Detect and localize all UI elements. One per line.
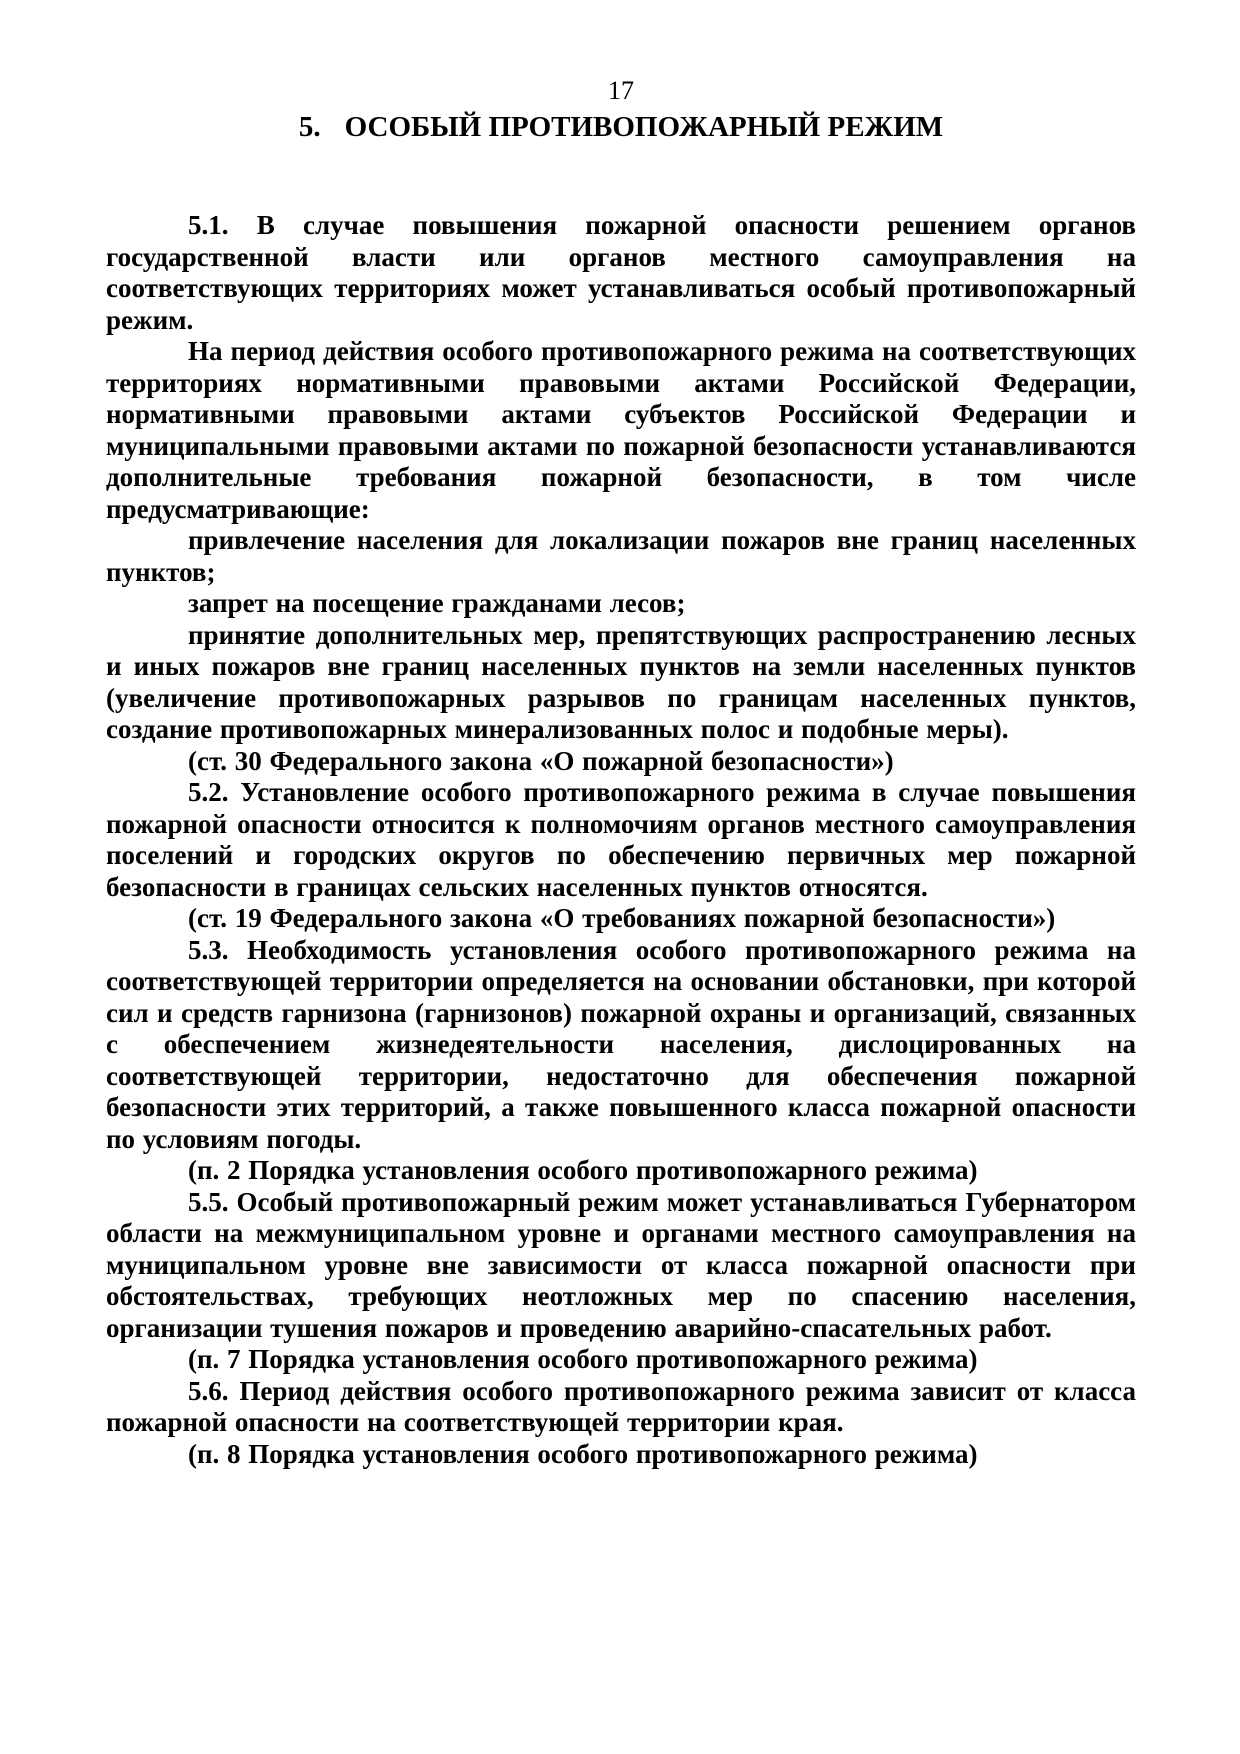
list-item-extra-measures: принятие дополнительных мер, препятствующих распространению лесных и иных пожаров вне границ населенных пунктов на земли населенных пунктов (увеличение противопожарных разрывов по границам населенных пунктов, создание противопожарных минерализованных полос и подобные меры).: [106, 619, 1136, 744]
citation-p-2: (п. 2 Порядка установления особого противопожарного режима): [188, 1155, 978, 1185]
citation-art-30: (ст. 30 Федерального закона «О пожарной безопасности»): [188, 745, 894, 776]
section-title: ОСОБЫЙ ПРОТИВОПОЖАРНЫЙ РЕЖИМ: [344, 111, 944, 143]
document-body: [106, 210, 1136, 1470]
citation-art-19: (ст. 19 Федерального закона «О требованиях пожарной безопасности»): [188, 903, 1056, 933]
paragraph-5-6: 5.6. Период действия особого противопожарного режима зависит от класса пожарной опасности на соответствующей территории края.: [106, 1375, 1136, 1437]
citation-p-8: (п. 8 Порядка установления особого противопожарного режима): [188, 1438, 978, 1469]
paragraph-5-2: 5.2. Установление особого противопожарного режима в случае повышения пожарной опасности относится к полномочиям органов местного самоуправления поселений и городских округов по обеспечению первичных мер пожарной безопасности в границах сельских населенных пунктов относятся.: [106, 777, 1136, 902]
citation-p-7: (п. 7 Порядка установления особого противопожарного режима): [188, 1344, 978, 1374]
list-item-involvement: привлечение населения для локализации пожаров вне границ населенных пунктов;: [106, 525, 1136, 587]
section-heading: [106, 110, 1136, 144]
paragraph-5-1: 5.1. В случае повышения пожарной опасности решением органов государственной власти или органов местного самоуправления на соответствующих территориях может устанавливаться особый противопожарный режим.: [106, 210, 1136, 335]
page-number: 17: [608, 76, 634, 105]
paragraph-regime-period: На период действия особого противопожарного режима на соответствующих территориях нормативными правовыми актами Российской Федерации, нормативными правовыми актами субъектов Российской Федерации и муниципальными правовыми актами по пожарной безопасности устанавливаются дополнительные требования пожарной безопасности, в том числе предусматривающие:: [106, 336, 1136, 524]
paragraph-5-3: 5.3. Необходимость установления особого противопожарного режима на соответствующей территории определяется на основании обстановки, при которой сил и средств гарнизона (гарнизонов) пожарной охраны и организаций, связанных с обеспечением жизнедеятельности населения, дислоцированных на соответствующей территории, недостаточно для обеспечения пожарной безопасности этих территорий, а также повышенного класса пожарной опасности по условиям погоды.: [106, 934, 1136, 1154]
paragraph-5-5: 5.5. Особый противопожарный режим может устанавливаться Губернатором области на межмуниципальном уровне и органами местного самоуправления на муниципальном уровне вне зависимости от класса пожарной опасности при обстоятельствах, требующих неотложных мер по спасению населения, организации тушения пожаров и проведению аварийно-спасательных работ.: [106, 1186, 1136, 1343]
list-item-forest-ban: запрет на посещение гражданами лесов;: [188, 588, 686, 618]
section-number: 5.: [298, 111, 321, 143]
